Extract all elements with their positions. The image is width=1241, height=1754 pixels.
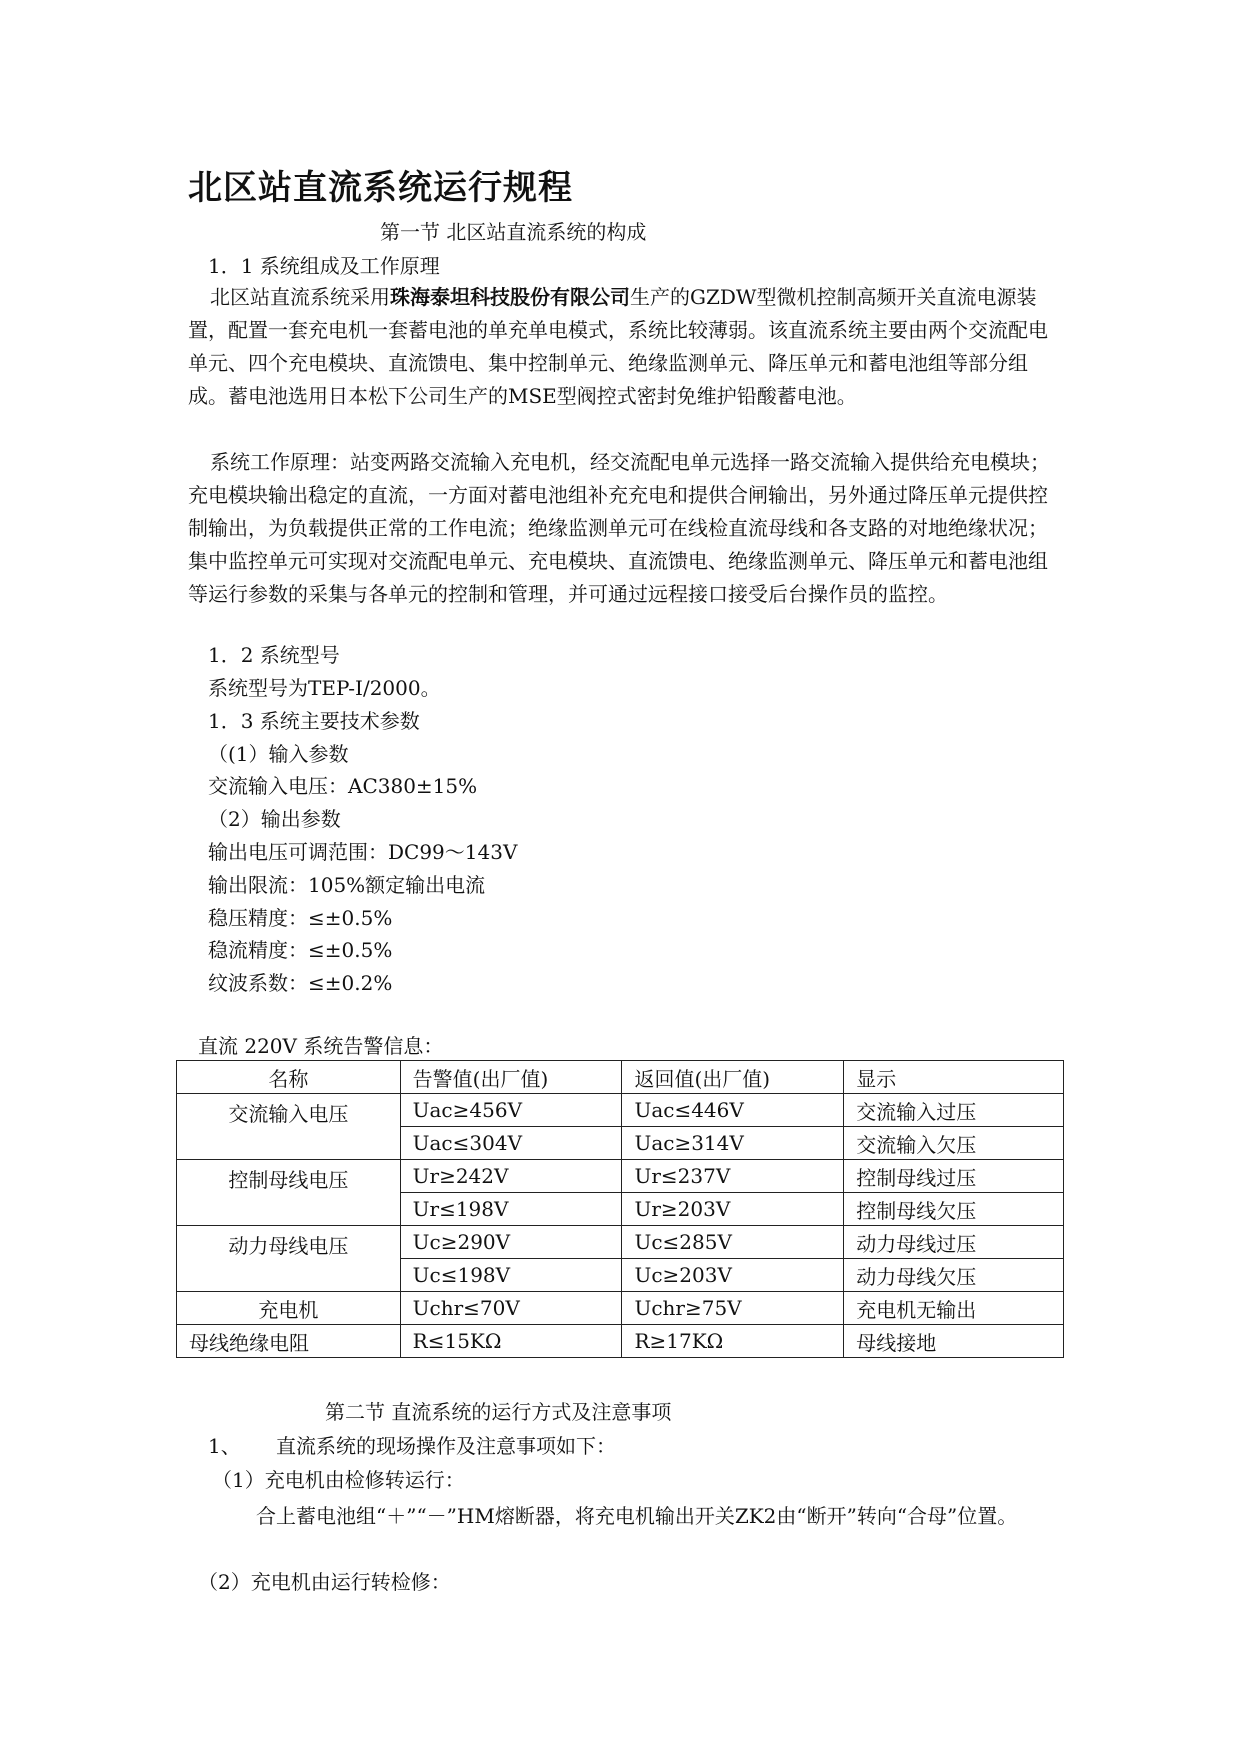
sub1-paragraph — [208, 1500, 1060, 1533]
alarm-table-caption: 直流 220V 系统告警信息： — [198, 1034, 444, 1058]
item1-number: 1、 — [208, 1434, 241, 1458]
input-params-heading: （(1）输入参数 — [208, 742, 349, 766]
header-display: 显示 — [844, 1061, 1064, 1094]
section1-heading: 第一节 北区站直流系统的构成 — [380, 220, 647, 244]
param-line: 输出限流：105%额定输出电流 — [208, 873, 486, 897]
row-name: 动力母线电压 — [177, 1226, 401, 1292]
section2-heading: 第二节 直流系统的运行方式及注意事项 — [325, 1400, 672, 1424]
row-alarm: Ur≥242V — [400, 1160, 622, 1193]
alarm-table — [176, 1060, 1064, 1358]
header-name: 名称 — [177, 1061, 401, 1094]
row-display: 交流输入过压 — [844, 1094, 1064, 1127]
subsection-1-1-heading: 1．1 系统组成及工作原理 — [208, 254, 440, 278]
row-return: R≥17KΩ — [622, 1325, 844, 1358]
sub2-heading: （2）充电机由运行转检修： — [198, 1570, 451, 1594]
table-row — [177, 1292, 1064, 1325]
table-row — [177, 1226, 1064, 1259]
row-display: 控制母线过压 — [844, 1160, 1064, 1193]
header-return: 返回值(出厂值) — [622, 1061, 844, 1094]
document-title: 北区站直流系统运行规程 — [188, 168, 573, 208]
row-name: 母线绝缘电阻 — [177, 1325, 401, 1358]
subsection-1-3-heading: 1．3 系统主要技术参数 — [208, 709, 420, 733]
input-voltage: 交流输入电压：AC380±15% — [208, 774, 478, 798]
row-return: Ur≥203V — [622, 1193, 844, 1226]
row-return: Uchr≥75V — [622, 1292, 844, 1325]
row-return: Uac≤446V — [622, 1094, 844, 1127]
row-alarm: R≤15KΩ — [400, 1325, 622, 1358]
row-name: 控制母线电压 — [177, 1160, 401, 1226]
subsection-1-2-heading: 1．2 系统型号 — [208, 643, 340, 667]
row-display: 动力母线过压 — [844, 1226, 1064, 1259]
row-return: Ur≤237V — [622, 1160, 844, 1193]
header-alarm: 告警值(出厂值) — [400, 1061, 622, 1094]
system-model: 系统型号为TEP-I/2000。 — [208, 676, 441, 700]
table-row — [177, 1094, 1064, 1127]
row-return: Uac≥314V — [622, 1127, 844, 1160]
table-row — [177, 1325, 1064, 1358]
sub1-heading: （1）充电机由检修转运行： — [212, 1468, 465, 1492]
row-alarm: Uac≤304V — [400, 1127, 622, 1160]
row-alarm: Uc≤198V — [400, 1259, 622, 1292]
row-name: 交流输入电压 — [177, 1094, 401, 1160]
company-name: 珠海泰坦科技股份有限公司 — [390, 285, 630, 309]
row-alarm: Uac≥456V — [400, 1094, 622, 1127]
row-display: 控制母线欠压 — [844, 1193, 1064, 1226]
intro-before: 北区站直流系统采用 — [210, 285, 390, 309]
output-params-heading: （2）输出参数 — [208, 807, 341, 831]
table-row — [177, 1160, 1064, 1193]
intro-after: 生产的GZDW型微机控制高频开关直流电源装置，配置一套充电机一套蓄电池的单充单电模式，系统比较薄弱。该直流系统主要由两个交流配电单元、四个充电模块、直流馈电、集中控制单元、绝缘监测单元、降压单元和蓄电池组等部分组成。蓄电池选用日本松下公司生产的MSE型阀控式密封免维护铅酸蓄电池。 — [188, 285, 1048, 408]
row-return: Uc≤285V — [622, 1226, 844, 1259]
principle-text: 系统工作原理：站变两路交流输入充电机，经交流配电单元选择一路交流输入提供给充电模块；充电模块输出稳定的直流，一方面对蓄电池组补充充电和提供合闸输出，另外通过降压单元提供控制输出，为负载提供正常的工作电流；绝缘监测单元可在线检直流母线和各支路的对地绝缘状况；集中监控单元可实现对交流配电单元、充电模块、直流馈电、绝缘监测单元、降压单元和蓄电池组等运行参数的采集与各单元的控制和管理，并可通过远程接口接受后台操作员的监控。 — [188, 450, 1050, 606]
row-return: Uc≥203V — [622, 1259, 844, 1292]
intro-paragraph — [188, 281, 1056, 413]
row-display: 动力母线欠压 — [844, 1259, 1064, 1292]
param-line: 稳流精度：≤±0.5% — [208, 938, 393, 962]
row-name: 充电机 — [177, 1292, 401, 1325]
principle-paragraph — [188, 446, 1056, 611]
param-line: 稳压精度：≤±0.5% — [208, 906, 393, 930]
sub1-text: 合上蓄电池组“＋”“－”HM熔断器，将充电机输出开关ZK2由“断开”转向“合母”位置。 — [256, 1504, 1018, 1528]
row-alarm: Uc≥290V — [400, 1226, 622, 1259]
alarm-table-header — [177, 1061, 1064, 1094]
row-alarm: Uchr≤70V — [400, 1292, 622, 1325]
param-line: 纹波系数：≤±0.2% — [208, 971, 393, 995]
item1-text: 直流系统的现场操作及注意事项如下： — [276, 1434, 616, 1458]
row-display: 交流输入欠压 — [844, 1127, 1064, 1160]
row-display: 母线接地 — [844, 1325, 1064, 1358]
param-line: 输出电压可调范围：DC99～143V — [208, 840, 518, 864]
row-display: 充电机无输出 — [844, 1292, 1064, 1325]
row-alarm: Ur≤198V — [400, 1193, 622, 1226]
